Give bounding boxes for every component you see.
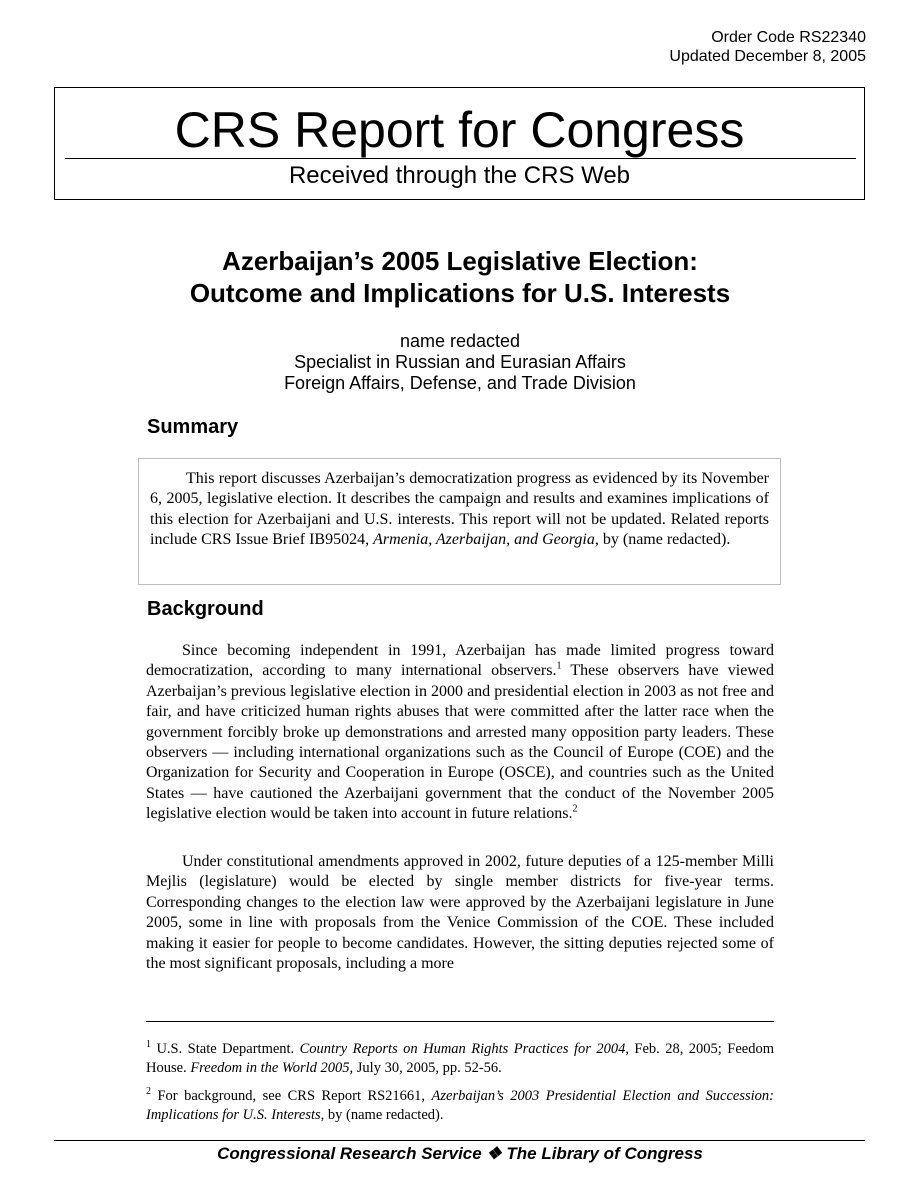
footnote-ref-2[interactable]: 2 (572, 803, 578, 815)
report-title-line-2: Outcome and Implications for U.S. Interests (189, 278, 731, 308)
paragraph-1-text-a: Since becoming independent in 1991, Azerbaijan has made limited progress toward democratization, according to many international observers. (146, 642, 774, 680)
masthead-subtitle: Received through the CRS Web (288, 162, 631, 189)
footnote-2-text-a: For background, see CRS Report RS21661, (151, 1088, 432, 1104)
masthead-box (54, 87, 865, 200)
footnote-1-text-b: , Feb. 28, 2005; Feedom House. (146, 1041, 774, 1076)
paragraph-1-text-b: These observers have viewed Azerbaijan’s previous legislative election in 2000 and presidential election in 2003 as not free and fair, and have criticized human rights abuses that were committed after the latter race when the government forcibly broke up demonstrations and arrested many opposition party leaders. These observers — including international organizations such as the Council of Europe (COE) and the Organization for Security and Cooperation in Europe (OSCE), and countries such as the United States — have cautioned the Azerbaijani government that the conduct of the November 2005 legislative election would be taken into account in future relations. (146, 662, 774, 823)
masthead-title: CRS Report for Congress (174, 102, 745, 158)
summary-text-main: This report discusses Azerbaijan’s democratization progress as evidenced by its November 6, 2005, legislative election. It describes the campaign and results and examines implications of this election for Azerbaijani and U.S. interests. This report will not be updated. Related reports include CRS Issue Brief IB95024, (150, 470, 769, 549)
author-block (0, 331, 920, 394)
footnote-1-number: 1 (146, 1039, 151, 1051)
author-name: name redacted (399, 331, 521, 351)
order-code: Order Code RS22340 (711, 29, 866, 46)
footnote-1-cited-title-2: Freedom in the World 2005 (190, 1059, 350, 1076)
footnote-2-number: 2 (146, 1086, 151, 1098)
summary-cited-title: Armenia, Azerbaijan, and Georgia (373, 531, 595, 549)
background-paragraph-1 (146, 641, 774, 825)
summary-heading: Summary (147, 416, 239, 438)
background-paragraph-2: Under constitutional amendments approved in 2002, future deputies of a 125-member Milli Mejlis (legislature) would be elected by single member districts for five-year terms. Corresponding changes to the election law were approved by the Azerbaijani legislature in June 2005, some in line with proposals from the Venice Commission of the COE. These included making it easier for people to become candidates. However, the sitting deputies rejected some of the most significant proposals, including a more (146, 853, 774, 973)
order-code-block (669, 28, 866, 66)
footnote-1-text-c: , July 30, 2005, pp. 52-56. (349, 1059, 502, 1076)
background-heading: Background (147, 598, 264, 620)
footnote-1-cited-title-1: Country Reports on Human Rights Practices for 2004 (299, 1041, 626, 1057)
footnote-divider (146, 1021, 774, 1022)
updated-date: Updated December 8, 2005 (669, 48, 866, 65)
footnote-1-text-a: U.S. State Department. (151, 1041, 300, 1057)
report-title-line-1: Azerbaijan’s 2005 Legislative Election: (222, 246, 698, 276)
report-title (0, 245, 920, 309)
footnote-1 (146, 1040, 774, 1077)
footnote-ref-1[interactable]: 1 (556, 661, 562, 673)
footer-divider (54, 1140, 865, 1141)
summary-text (150, 469, 769, 551)
footnote-2-cited-title: Azerbaijan’s 2003 Presidential Election and Succession: Implications for U.S. Interests (146, 1088, 775, 1123)
author-division: Foreign Affairs, Defense, and Trade Division (284, 373, 636, 393)
summary-text-end: , by (name redacted). (594, 531, 731, 549)
footer-text: Congressional Research Service ❖ The Library of Congress (217, 1144, 703, 1163)
footnote-2 (146, 1087, 774, 1124)
author-position: Specialist in Russian and Eurasian Affairs (294, 352, 626, 372)
footnote-2-text-b: , by (name redacted). (320, 1106, 444, 1123)
masthead-divider (65, 158, 856, 159)
